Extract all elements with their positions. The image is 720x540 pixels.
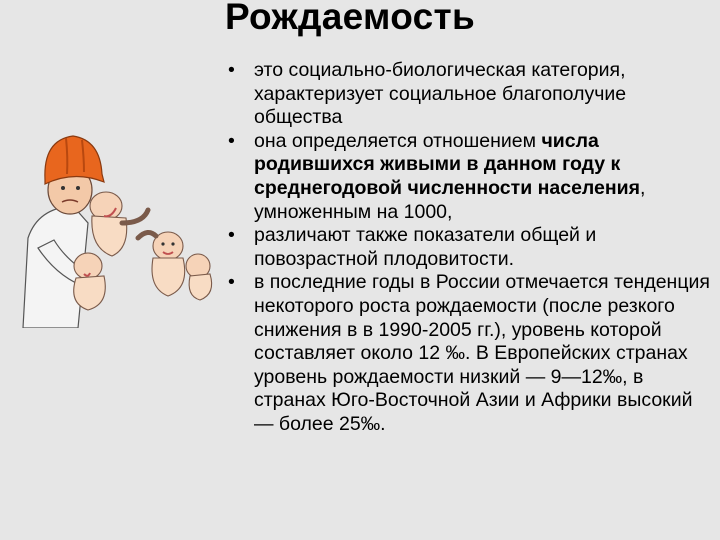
bullet-text: различают также показатели общей и повозрастной плодовитости. xyxy=(254,224,597,270)
slide-title: Рождаемость xyxy=(225,0,475,37)
bullet-text: это социально-биологическая категория, характеризует социальное благополучие общества xyxy=(254,59,627,129)
bullet-text-pre: она определяется отношением xyxy=(254,129,542,152)
bullet-item xyxy=(228,130,716,224)
bullet-text: в последние годы в России отмечается тенденция некоторого роста рождаемости (после резкого снижения в в 1990-2005 гг.), уровень которой составляет около 12 ‰. В Европейских странах уровень рождаемости низкий — 9—12‰, в странах Юго-Восточной Азии и Африки высокий — более 25‰. xyxy=(254,271,710,435)
bullet-item xyxy=(228,59,716,130)
bullet-item xyxy=(228,271,716,436)
doctor-with-babies-illustration xyxy=(18,128,218,328)
bullet-text-post: , умноженным на 1000, xyxy=(254,176,646,223)
bullet-text-bold: числа родившихся живыми в данном году к среднегодовой численности населения xyxy=(254,129,641,199)
bullet-item xyxy=(228,224,716,271)
bullet-list xyxy=(228,59,716,437)
